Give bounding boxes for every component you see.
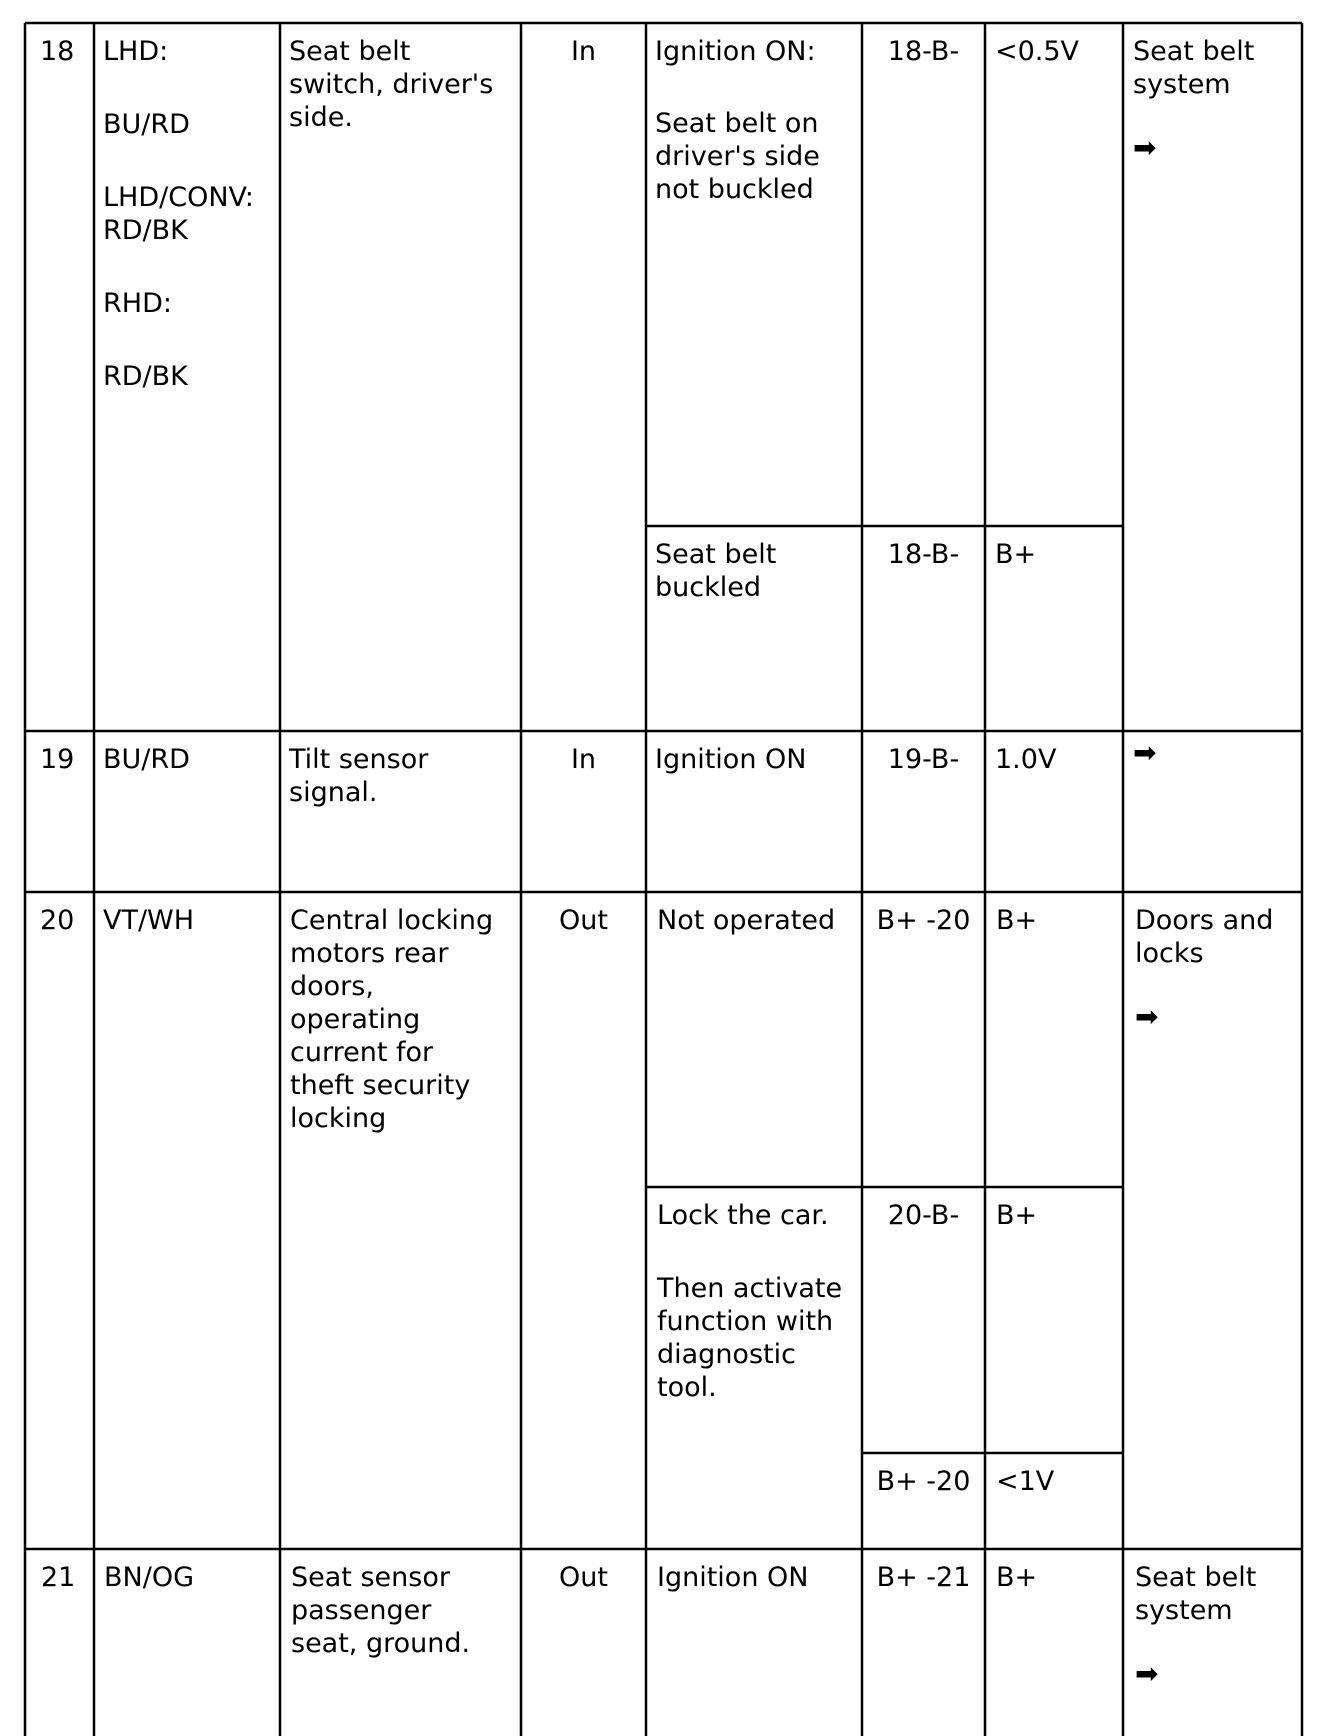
condition-line: Not operated: [657, 905, 836, 936]
wire-color-cell: [103, 35, 254, 393]
right-arrow-icon[interactable]: ➡: [1133, 131, 1157, 164]
pin-number: 18: [40, 36, 75, 67]
nominal-value: <0.5V: [995, 36, 1080, 67]
condition-line: Seat belt: [655, 539, 777, 570]
wire-color: RHD:: [103, 288, 172, 319]
nominal-value: 1.0V: [995, 744, 1057, 775]
reference-cell: [1135, 1561, 1256, 1690]
description-cell: [291, 1561, 470, 1660]
description-line: switch, driver's: [289, 69, 494, 100]
description-line: Seat sensor: [291, 1562, 450, 1593]
wire-color: RD/BK: [103, 361, 188, 392]
signal-direction: In: [570, 36, 597, 67]
measuring-point: B+ -20: [876, 905, 971, 936]
wire-color: LHD/CONV:: [103, 182, 254, 213]
description-cell: [289, 35, 493, 134]
measuring-point: B+ -20: [876, 1466, 971, 1497]
nominal-value: B+: [996, 905, 1038, 936]
condition-line: driver's side: [655, 141, 820, 172]
wire-color: BN/OG: [104, 1562, 194, 1593]
description-line: locking: [290, 1103, 387, 1134]
nominal-value: B+: [996, 1200, 1038, 1231]
nominal-value: B+: [996, 1562, 1038, 1593]
reference-cell: [1133, 35, 1254, 164]
signal-direction: Out: [559, 1562, 608, 1593]
nominal-value: <1V: [996, 1466, 1055, 1497]
wire-color: RD/BK: [103, 215, 188, 246]
description-cell: [290, 904, 493, 1135]
reference-line: system: [1133, 69, 1231, 100]
wire-color: BU/RD: [103, 744, 190, 775]
condition-cell: [655, 538, 776, 604]
signal-direction: Out: [559, 905, 608, 936]
description-line: motors rear: [290, 938, 449, 969]
description-line: current for: [290, 1037, 434, 1068]
pin-number: 19: [40, 744, 75, 775]
reference-cell: [1135, 904, 1273, 1033]
description-line: side.: [289, 102, 353, 133]
condition-line: function with: [657, 1306, 834, 1337]
condition-cell: [657, 1199, 842, 1404]
description-line: seat, ground.: [291, 1628, 471, 1659]
description-line: signal.: [289, 777, 378, 808]
condition-line: tool.: [657, 1372, 717, 1403]
right-arrow-icon[interactable]: ➡: [1133, 736, 1157, 769]
condition-line: Ignition ON: [657, 1562, 809, 1593]
condition-line: not buckled: [655, 174, 814, 205]
wire-color: BU/RD: [103, 109, 190, 140]
measuring-point: 20-B-: [887, 1200, 960, 1231]
condition-line: Then activate: [657, 1273, 843, 1304]
pin-number: 20: [40, 905, 75, 936]
condition-line: Ignition ON:: [655, 36, 816, 67]
reference-line: Doors and: [1135, 905, 1274, 936]
right-arrow-icon[interactable]: ➡: [1135, 1657, 1159, 1690]
description-line: Tilt sensor: [289, 744, 429, 775]
reference-line: Seat belt: [1135, 1562, 1257, 1593]
condition-line: diagnostic: [657, 1339, 796, 1370]
description-line: doors,: [290, 971, 374, 1002]
condition-line: Ignition ON: [655, 744, 807, 775]
nominal-value: B+: [995, 539, 1037, 570]
reference-line: Seat belt: [1133, 36, 1255, 67]
condition-line: Lock the car.: [657, 1200, 829, 1231]
signal-direction: In: [570, 744, 597, 775]
measuring-point: 18-B-: [887, 539, 960, 570]
reference-line: system: [1135, 1595, 1233, 1626]
right-arrow-icon[interactable]: ➡: [1135, 1000, 1159, 1033]
measuring-point: B+ -21: [876, 1562, 971, 1593]
reference-cell: [1133, 736, 1156, 769]
wire-color: LHD:: [103, 36, 169, 67]
description-line: passenger: [291, 1595, 432, 1626]
measuring-point: 19-B-: [887, 744, 960, 775]
pin-number: 21: [41, 1562, 76, 1593]
description-line: Central locking: [290, 905, 494, 936]
condition-line: buckled: [655, 572, 761, 603]
description-cell: [289, 743, 428, 809]
description-line: theft security: [290, 1070, 471, 1101]
description-line: operating: [290, 1004, 421, 1035]
condition-cell: [655, 35, 820, 206]
description-line: Seat belt: [289, 36, 411, 67]
measuring-point: 18-B-: [887, 36, 960, 67]
reference-line: locks: [1135, 938, 1204, 969]
wire-color: VT/WH: [103, 905, 195, 936]
condition-line: Seat belt on: [655, 108, 819, 139]
